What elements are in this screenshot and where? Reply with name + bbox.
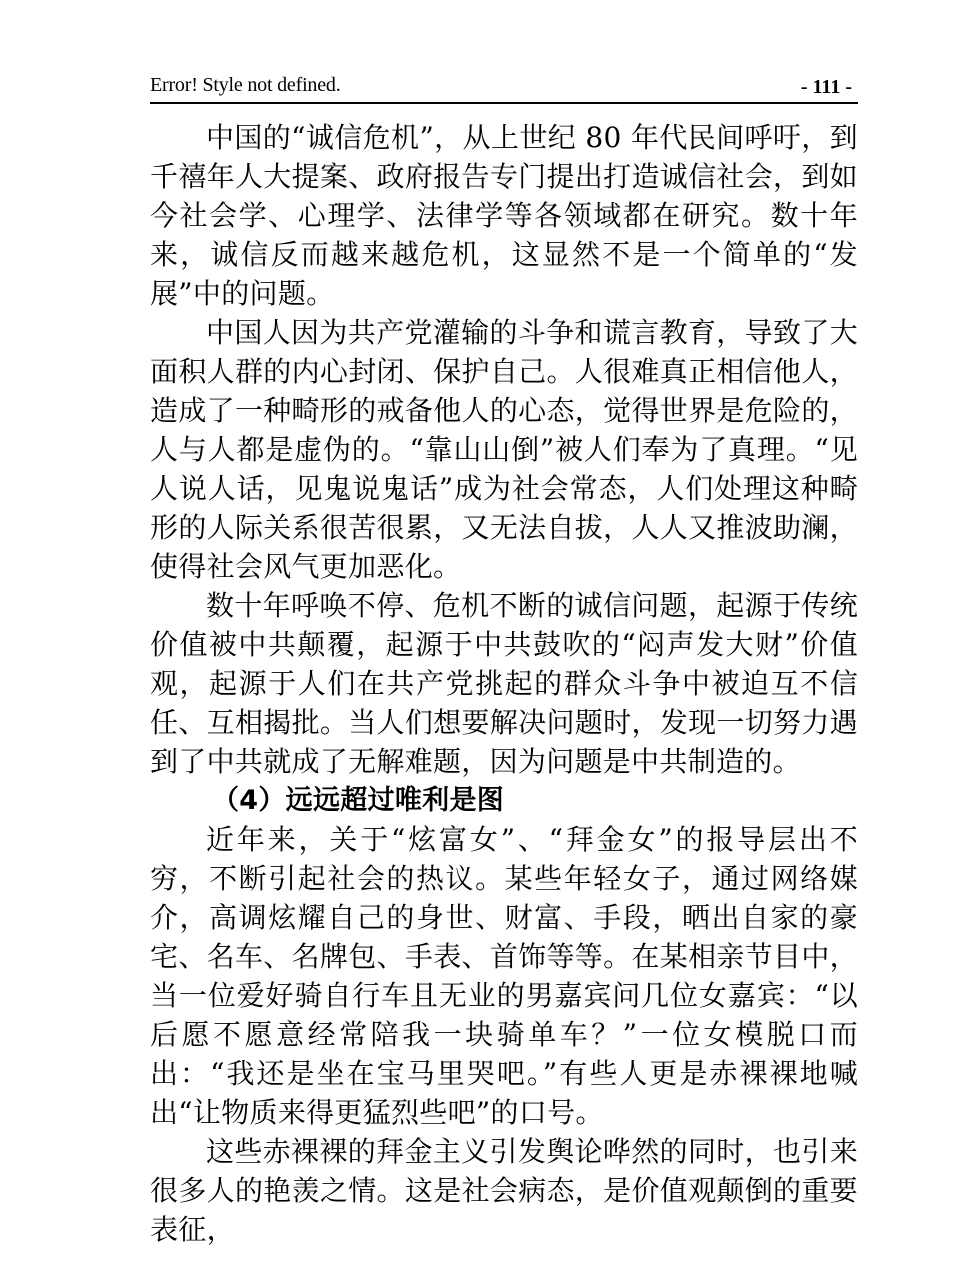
paragraph: 数十年呼唤不停、危机不断的诚信问题，起源于传统价值被中共颠覆，起源于中共鼓吹的“闷声发大财”价值观，起源于人们在共产党挑起的群众斗争中被迫互不信任、互相揭批。当人们想要解决问题时，发现一切努力遇到了中共就成了无解难题，因为问题是中共制造的。 — [150, 589, 858, 778]
page-number: - 111 - — [800, 76, 852, 98]
paragraph: 这些赤裸裸的拜金主义引发舆论哗然的同时，也引来很多人的艳羡之情。这是社会病态，是价值观颠倒的重要表征， — [150, 1135, 858, 1246]
paragraph: 中国人因为共产党灌输的斗争和谎言教育，导致了大面积人群的内心封闭、保护自己。人很难真正相信他人，造成了一种畸形的戒备他人的心态，觉得世界是危险的，人与人都是虚伪的。“靠山山倒”被人们奉为了真理。“见人说人话，见鬼说鬼话”成为社会常态，人们处理这种畸形的人际关系很苦很累，又无法自拔，人人又推波助澜，使得社会风气更加恶化。 — [150, 316, 858, 583]
paragraph: 中国的“诚信危机”，从上世纪 80 年代民间呼吁，到千禧年人大提案、政府报告专门提出打造诚信社会，到如今社会学、心理学、法律学等各领域都在研究。数十年来，诚信反而越来越危机，这显然不是一个简单的“发展”中的问题。 — [150, 121, 858, 310]
running-header — [150, 72, 858, 104]
body-text — [150, 118, 858, 1249]
paragraph: 近年来，关于“炫富女”、“拜金女”的报导层出不穷，不断引起社会的热议。某些年轻女子，通过网络媒介，高调炫耀自己的身世、财富、手段，晒出自家的豪宅、名车、名牌包、手表、首饰等等。在某相亲节目中，当一位爱好骑自行车且无业的男嘉宾问几位女嘉宾：“以后愿不愿意经常陪我一块骑单车？”一位女模脱口而出：“我还是坐在宝马里哭吧。”有些人更是赤裸裸地喊出“让物质来得更猛烈些吧”的口号。 — [150, 823, 858, 1129]
section-heading: （4）远远超过唯利是图 — [212, 785, 505, 816]
header-style-error-text: Error! Style not defined. — [150, 74, 341, 96]
